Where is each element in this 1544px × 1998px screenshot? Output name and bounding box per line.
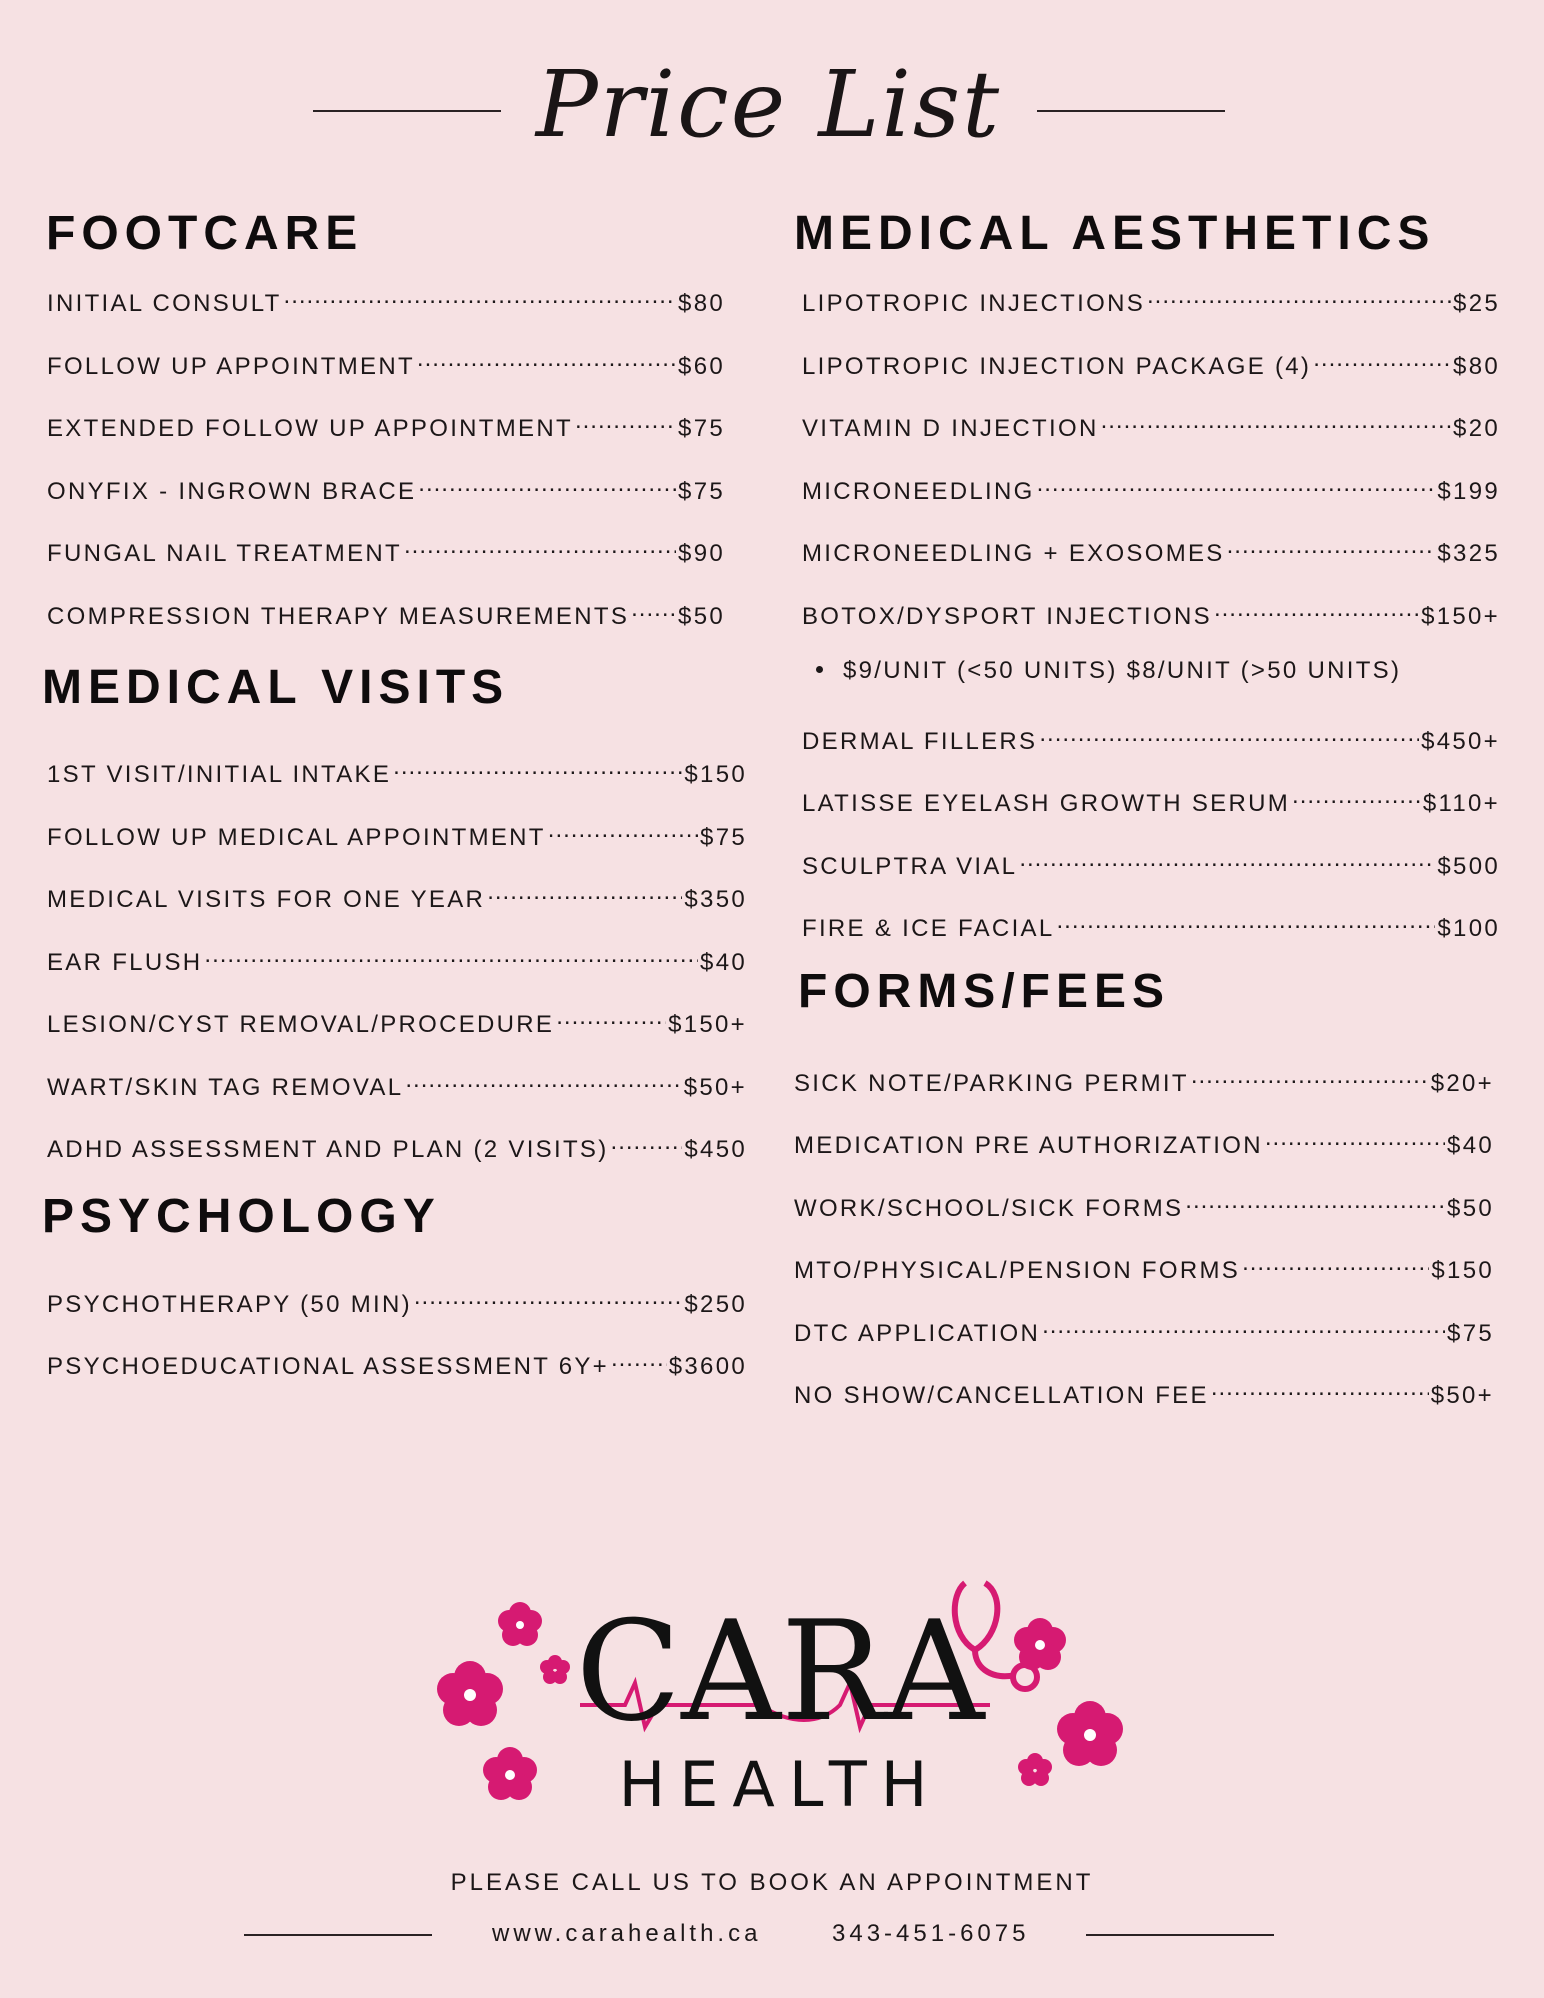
medical-visits-row bbox=[47, 1065, 747, 1103]
item-label: WART/SKIN TAG REMOVAL bbox=[47, 1074, 404, 1101]
dot-leader bbox=[1227, 531, 1436, 561]
dot-leader bbox=[417, 344, 676, 374]
dot-leader bbox=[1211, 1373, 1429, 1403]
item-price: $25 bbox=[1453, 290, 1500, 317]
dot-leader bbox=[414, 1282, 683, 1312]
item-price: $20 bbox=[1453, 415, 1500, 442]
item-label: EXTENDED FOLLOW UP APPOINTMENT bbox=[47, 415, 573, 442]
item-price: $50+ bbox=[683, 1074, 747, 1101]
item-price: $75 bbox=[678, 415, 725, 442]
item-price: $250 bbox=[684, 1291, 747, 1318]
dot-leader bbox=[631, 594, 676, 624]
footcare-row bbox=[47, 594, 725, 632]
dot-leader bbox=[284, 281, 677, 311]
item-price: $450 bbox=[684, 1136, 747, 1163]
page-title: Price List bbox=[535, 51, 1002, 158]
item-price: $40 bbox=[700, 949, 747, 976]
dot-leader bbox=[556, 1002, 666, 1032]
item-price: $50 bbox=[1447, 1195, 1494, 1222]
forms-fees-row bbox=[794, 1311, 1494, 1349]
dot-leader bbox=[1039, 719, 1419, 749]
footcare-row bbox=[47, 344, 725, 382]
footer-contact bbox=[0, 1919, 1544, 1949]
phone-number[interactable]: 343-451-6075 bbox=[832, 1920, 1030, 1947]
dot-leader bbox=[1265, 1123, 1445, 1153]
medical-visits-row bbox=[47, 815, 747, 853]
dot-leader bbox=[575, 406, 676, 436]
item-price: $75 bbox=[678, 478, 725, 505]
dot-leader bbox=[548, 815, 698, 845]
item-label: MICRONEEDLING + EXOSOMES bbox=[802, 540, 1225, 567]
forms-fees-row bbox=[794, 1186, 1494, 1224]
forms-fees-row bbox=[794, 1373, 1494, 1411]
aesthetics-row bbox=[802, 719, 1500, 757]
item-label: WORK/SCHOOL/SICK FORMS bbox=[794, 1195, 1184, 1222]
item-price: $80 bbox=[1453, 353, 1500, 380]
dot-leader bbox=[1191, 1061, 1429, 1091]
dot-leader bbox=[204, 940, 698, 970]
item-label: ONYFIX - INGROWN BRACE bbox=[47, 478, 417, 505]
footer-rule-right bbox=[1086, 1934, 1274, 1936]
psychology-row bbox=[47, 1282, 747, 1320]
footcare-row bbox=[47, 531, 725, 569]
aesthetics-row bbox=[802, 531, 1500, 569]
item-price: $110+ bbox=[1422, 790, 1500, 817]
aesthetics-row bbox=[802, 406, 1500, 444]
item-label: MICRONEEDLING bbox=[802, 478, 1035, 505]
footcare-row bbox=[47, 469, 725, 507]
dot-leader bbox=[1242, 1248, 1429, 1278]
forms-fees-heading: FORMS/FEES bbox=[798, 965, 1171, 1018]
dot-leader bbox=[1292, 781, 1421, 811]
item-label: MEDICATION PRE AUTHORIZATION bbox=[794, 1132, 1263, 1159]
dot-leader bbox=[487, 877, 682, 907]
dot-leader bbox=[1019, 844, 1435, 874]
medical-aesthetics-heading: MEDICAL AESTHETICS bbox=[794, 207, 1436, 260]
medical-visits-row bbox=[47, 940, 747, 978]
item-price: $40 bbox=[1447, 1132, 1494, 1159]
item-price: $199 bbox=[1437, 478, 1500, 505]
item-label: BOTOX/DYSPORT INJECTIONS bbox=[802, 603, 1212, 630]
aesthetics-row bbox=[802, 906, 1500, 944]
dot-leader bbox=[611, 1127, 683, 1157]
item-price: $50+ bbox=[1430, 1382, 1494, 1409]
psychology-row bbox=[47, 1344, 747, 1382]
item-label: FUNGAL NAIL TREATMENT bbox=[47, 540, 403, 567]
item-label: FOLLOW UP MEDICAL APPOINTMENT bbox=[47, 824, 546, 851]
dot-leader bbox=[418, 469, 676, 499]
item-label: SCULPTRA VIAL bbox=[802, 853, 1018, 880]
dot-leader bbox=[1313, 344, 1451, 374]
title-block bbox=[0, 50, 1544, 160]
medical-visits-row bbox=[47, 752, 747, 790]
item-price: $350 bbox=[684, 886, 747, 913]
item-price: $75 bbox=[700, 824, 747, 851]
item-price: $150+ bbox=[1421, 603, 1500, 630]
item-price: $150 bbox=[1431, 1257, 1494, 1284]
medical-visits-heading: MEDICAL VISITS bbox=[42, 661, 510, 714]
item-price: $60 bbox=[678, 353, 725, 380]
dot-leader bbox=[405, 1065, 681, 1095]
item-price: $450+ bbox=[1421, 728, 1500, 755]
item-label: ADHD ASSESSMENT AND PLAN (2 VISITS) bbox=[47, 1136, 609, 1163]
logo-subtitle: HEALTH bbox=[618, 1748, 942, 1821]
cara-health-logo bbox=[430, 1575, 1130, 1835]
item-label: VITAMIN D INJECTION bbox=[802, 415, 1099, 442]
dot-leader bbox=[1037, 469, 1436, 499]
item-price: $75 bbox=[1447, 1320, 1494, 1347]
item-label: MTO/PHYSICAL/PENSION FORMS bbox=[794, 1257, 1241, 1284]
item-label: LIPOTROPIC INJECTION PACKAGE (4) bbox=[802, 353, 1312, 380]
botox-unit-note bbox=[816, 656, 1401, 686]
footcare-row bbox=[47, 281, 725, 319]
title-rule-left bbox=[313, 110, 501, 112]
item-price: $3600 bbox=[668, 1353, 747, 1380]
dot-leader bbox=[1214, 594, 1419, 624]
medical-visits-row bbox=[47, 877, 747, 915]
item-label: NO SHOW/CANCELLATION FEE bbox=[794, 1382, 1209, 1409]
medical-visits-row bbox=[47, 1002, 747, 1040]
item-price: $150+ bbox=[668, 1011, 747, 1038]
item-price: $325 bbox=[1437, 540, 1500, 567]
item-label: LATISSE EYELASH GROWTH SERUM bbox=[802, 790, 1291, 817]
dot-leader bbox=[1101, 406, 1451, 436]
item-price: $80 bbox=[678, 290, 725, 317]
item-label: COMPRESSION THERAPY MEASUREMENTS bbox=[47, 603, 630, 630]
item-price: $150 bbox=[684, 761, 747, 788]
item-label: 1ST VISIT/INITIAL INTAKE bbox=[47, 761, 392, 788]
medical-visits-row bbox=[47, 1127, 747, 1165]
item-label: MEDICAL VISITS FOR ONE YEAR bbox=[47, 886, 486, 913]
item-label: SICK NOTE/PARKING PERMIT bbox=[794, 1070, 1189, 1097]
item-price: $50 bbox=[678, 603, 725, 630]
aesthetics-row bbox=[802, 469, 1500, 507]
item-price: $100 bbox=[1437, 915, 1500, 942]
aesthetics-row bbox=[802, 594, 1500, 632]
item-label: FIRE & ICE FACIAL bbox=[802, 915, 1055, 942]
item-label: DTC APPLICATION bbox=[794, 1320, 1041, 1347]
item-label: EAR FLUSH bbox=[47, 949, 203, 976]
item-price: $20+ bbox=[1430, 1070, 1494, 1097]
item-label: PSYCHOTHERAPY (50 MIN) bbox=[47, 1291, 412, 1318]
item-price: $500 bbox=[1437, 853, 1500, 880]
item-price: $90 bbox=[678, 540, 725, 567]
aesthetics-row bbox=[802, 281, 1500, 319]
dot-leader bbox=[1185, 1186, 1445, 1216]
item-label: FOLLOW UP APPOINTMENT bbox=[47, 353, 415, 380]
dot-leader bbox=[393, 752, 682, 782]
aesthetics-row bbox=[802, 344, 1500, 382]
call-to-action: PLEASE CALL US TO BOOK AN APPOINTMENT bbox=[450, 1869, 1094, 1896]
footcare-heading: FOOTCARE bbox=[46, 207, 364, 260]
dot-leader bbox=[1042, 1311, 1445, 1341]
logo-wordmark: CARA bbox=[575, 1591, 985, 1752]
dot-leader bbox=[1057, 906, 1436, 936]
forms-fees-row bbox=[794, 1248, 1494, 1286]
item-label: LESION/CYST REMOVAL/PROCEDURE bbox=[47, 1011, 555, 1038]
title-rule-right bbox=[1037, 110, 1225, 112]
psychology-heading: PSYCHOLOGY bbox=[42, 1190, 441, 1243]
footcare-row bbox=[47, 406, 725, 444]
dot-leader bbox=[404, 531, 676, 561]
item-label: PSYCHOEDUCATIONAL ASSESSMENT 6Y+ bbox=[47, 1353, 609, 1380]
website-link[interactable]: www.carahealth.ca bbox=[492, 1920, 762, 1947]
item-label: LIPOTROPIC INJECTIONS bbox=[802, 290, 1146, 317]
forms-fees-row bbox=[794, 1123, 1494, 1161]
aesthetics-row bbox=[802, 844, 1500, 882]
footer-rule-left bbox=[244, 1934, 432, 1936]
forms-fees-row bbox=[794, 1061, 1494, 1099]
dot-leader bbox=[1147, 281, 1451, 311]
aesthetics-row bbox=[802, 781, 1500, 819]
dot-leader bbox=[611, 1344, 667, 1374]
botox-note-text: $9/UNIT (<50 UNITS) $8/UNIT (>50 UNITS) bbox=[843, 657, 1402, 684]
item-label: INITIAL CONSULT bbox=[47, 290, 282, 317]
bullet-icon bbox=[816, 666, 823, 673]
item-label: DERMAL FILLERS bbox=[802, 728, 1038, 755]
